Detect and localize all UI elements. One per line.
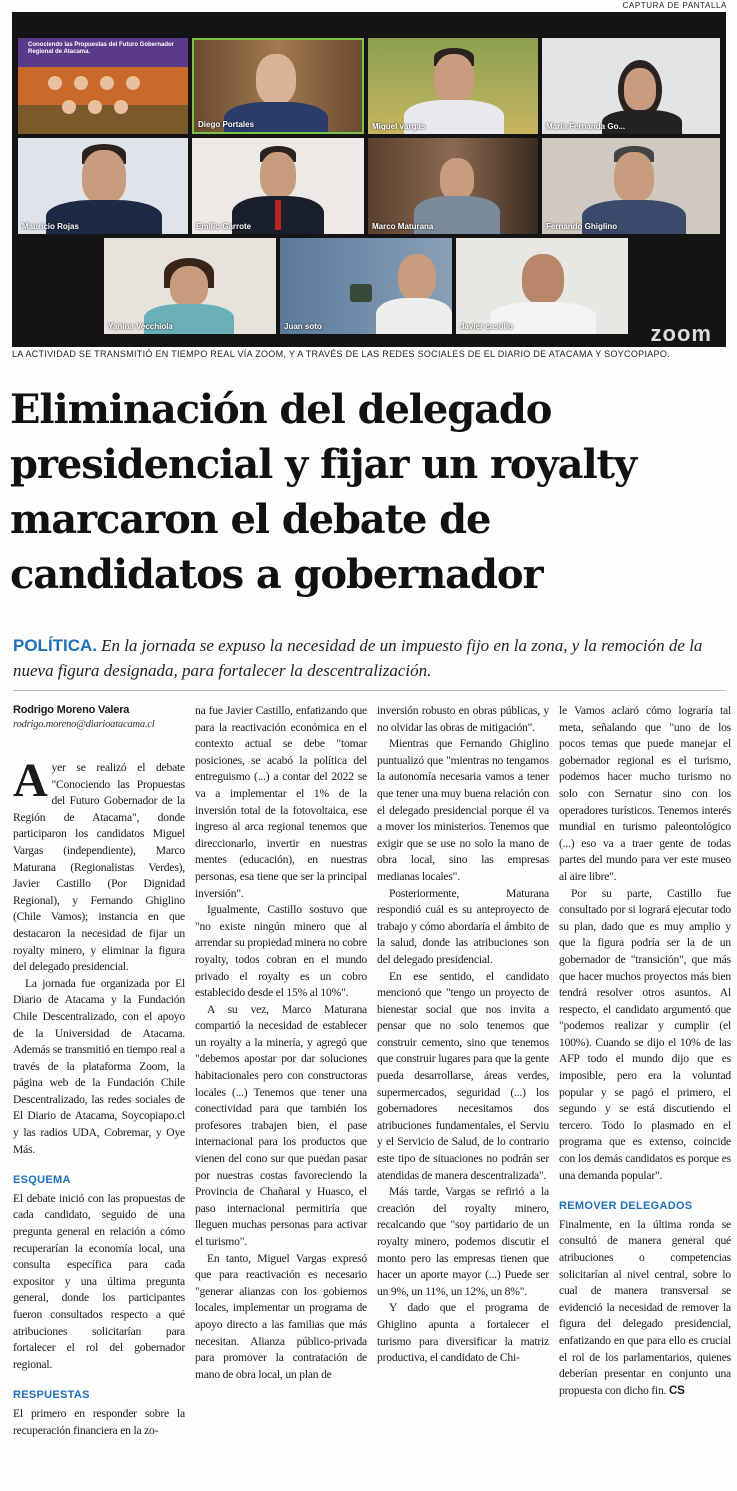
headline: Eliminación del delegado presidencial y fijar un royalty marcaron el debate de candidatos a gobernador [10,386,637,598]
section-kicker: POLÍTICA. [13,636,98,655]
subhead-esquema: ESQUEMA [13,1174,71,1187]
paragraph: En ese sentido, el candidato mencionó que "tengo un proyecto de bienestar social que nos invita a pensar que no solo tenemos que construir cemento, sino que tenemos que construir lugares para que la gente pueda desarrollarse, áreas verdes, supermercados, seguridad (...) los gobernadores necesitamos dos atribuciones fundamentales, el Serviu y el Servicio de Salud, de lo contrario este tipo de situaciones no podrán ser atendidas de manera descentralizada". [377,969,549,1182]
divider [13,690,725,691]
paragraph: A su vez, Marco Maturana compartió la necesidad de establecer un royalty a la minería, y agregó que "debemos apostar por dar soluciones habitacionales pero con constructoras locales (...) Tenemos que tener una conectividad para que también los profesores trabajen bien, el pase internacional para los productos que vienen del cono sur que puedan pasar por nuestras costas favoreciendo la Provincia de Chañaral y Huasco, el paso internacional permitiría que lleguen muchas personas para activar el turismo". [195,1002,367,1248]
article-column-4 [559,703,731,1399]
participant-name: Marco Maturana [372,222,434,231]
zoom-tile-participant [192,38,364,134]
zoom-logo: zoom [650,321,712,346]
end-mark: CS [668,1383,685,1397]
participant-name: Javier castillo [460,322,513,331]
screenshot-tag: CAPTURA DE PANTALLA [622,1,727,10]
deck-text: En la jornada se expuso la necesidad de un impuesto fijo en la zona, y la remoción de la nueva figura designada, para fortalecer la descentralización. [13,636,703,680]
byline-email: rodrigo.moreno@diarioatacama.cl [13,719,155,730]
zoom-tile-participant [542,138,720,234]
zoom-tile-participant [280,238,452,334]
photo-caption: LA ACTIVIDAD SE TRANSMITIÓ EN TIEMPO REAL VÍA ZOOM, Y A TRAVÉS DE LAS REDES SOCIALES DE EL DIARIO DE ATACAMA Y SOYCOPIAPO. [12,349,670,359]
zoom-tile-participant [542,38,720,134]
zoom-tile-participant [104,238,276,334]
participant-name: Diego Portales [198,120,255,129]
zoom-tile-participant [456,238,628,334]
paragraph: La jornada fue organizada por El Diario de Atacama y la Fundación Chile Descentralizado, con el apoyo de la Universidad de Atacama. Además se transmitió en tiempo real a través de la plataforma Zoom, la página web de la Fundación Chile Descentralizado, las redes sociales de El Diario de Atacama, Soycopiapo.cl y las radios UDA, Cobremar, y Oye Más. [13,976,185,1156]
zoom-tile-slide [18,38,188,134]
participant-name: Fernando Ghiglino [546,222,618,231]
participant-name: Mauricio Rojas [22,222,79,231]
byline-author: Rodrigo Moreno Valera [13,704,130,716]
participant-name: María Fernanda Go... [546,122,626,131]
subhead-respuestas: RESPUESTAS [13,1389,90,1402]
article-column-1 [13,703,185,1439]
paragraph: Más tarde, Vargas se refirió a la creación del royalty minero, recalcando que "soy partidario de un royalty minero, podemos discutir el monto pero las empresas tienen que hacer un aporte mayor (...) Puede ser un 9%, un 11%, un 12%, un 8%". [377,1185,549,1298]
paragraph: Igualmente, Castillo sostuvo que "no existe ningún minero que al arrendar su propiedad minera no cobre royalty, todos cobran en el mundo privado el royalty es un cobro establecido desde el 15% al 10%". [195,903,367,1000]
paragraph: inversión robusto en obras públicas, y no olvidar las obras de mitigación". [377,704,549,734]
paragraph: Y dado que el programa de Ghiglino apunta a fortalecer el turismo para diversificar la matriz productiva, el candidato de Chi- [377,1301,549,1365]
subhead-remover-delegados: REMOVER DELEGADOS [559,1200,693,1213]
participant-name: Miguel vargas [372,122,426,131]
paragraph: Finalmente, en la última ronda se consultó de manera general qué atribuciones o competencias solicitarían al nivel central, sobre lo cual de manera transversal se evidenció la necesidad de remover la figura del delegado presidencial, enfatizando en que para ello es crucial el rol de los parlamentarios, quienes deberían presentar en conjunto una propuesta con dicho fin. CS [559,1217,731,1397]
participant-name: Juan soto [284,322,322,331]
paragraph: El debate inició con las propuestas de cada candidato, seguido de una pregunta general en relación a cómo recuperarían la economía local, una consulta específica para cada expositor y una última pregunta general, donde los participantes fueron consultados respecto a qué atribuciones solicitarían para fortalecer el rol del gobernador regional. [13,1191,185,1371]
deck [13,633,725,683]
participant-name: Emilio Garrote [196,222,252,231]
paragraph: Posteriormente, Maturana respondió cuál es su anteproyecto de trabajo y cómo abordaría el ámbito de la salud, donde las atribuciones son del delegado presidencial. [377,886,549,966]
paragraph: le Vamos aclaró cómo lograría tal meta, señalando que "uno de los pocos temas que puede manejar el gobernador regional es el turismo, podemos hacer mucho turismo no solo con Sernatur sino con los operadores turísticos. Tenemos interés mundial en turismo paleontológico (...) eso va a traer gente de todas partes del mundo para ver este museo al aire libre". [559,704,731,883]
paragraph: Ayer se realizó el debate "Conociendo las Propuestas del Futuro Gobernador de la Región de Atacama", donde participaron los candidatos Miguel Vargas (independiente), Marco Maturana (Regionalistas Verdes), Javier Castillo (Por Dignidad Regional), y Fernando Ghiglino (Chile Vamos); instancia en que destacaron la necesidad de fijar un royalty minero, y eliminar la figura del delegado presidencial. [13,754,185,974]
paragraph: na fue Javier Castillo, enfatizando que para la reactivación económica en el contexto actual se debe "tomar posiciones, se acabó la política del entreguismo (...) a contar del 2022 se va a implementar el 1% de la inversión total de la fotovoltaica, ese ingreso al arca regional tenemos que direccionarlo, invertir en nuestras mentes (educación), en nuestras personas, esa tiene que ser la principal inversión". [195,704,367,900]
paragraph: Por su parte, Castillo fue consultado por si logrará ejecutar todo su plan, dado que es muy amplio y que la figura podría ser la de un gobernador de "transición", que más que hacer muchos proyectos más bien tendrá resolver otros asuntos. Al respecto, el candidato argumentó que "podemos realizar y cumplir (el 100%). Cuando se dijo el 10% de las AFP todo el mundo dijo que es imposible, pero era la voluntad popular y se pagó el primero, el segundo y se está discutiendo el tercero. Todo lo plasmado en el programa que es extenso, coincide con los demás candidatos es porque es una demanda popular". [559,886,731,1182]
dropcap: A [13,754,48,807]
article-column-3 [377,703,549,1367]
zoom-tile-participant [18,138,188,234]
article-column-2 [195,703,367,1383]
paragraph: Mientras que Fernando Ghiglino puntualizó que "mientras no tengamos la autonomía necesaria vamos a tener que tener una muy buena relación con el delegado presidencial porque él va a mover los ministerios. Tenemos que exigir que se use no solo la mano de obra local, sino las empresas medianas locales". [377,737,549,883]
paragraph: En tanto, Miguel Vargas expresó que para reactivación es necesario "generar alianzas con los gobiernos locales, implementar un programa de apoyo directo a las familias que más necesitan. Alianza público-privada para promover la contratación de mano de obra local, un plan de [195,1251,367,1381]
zoom-call-photo [12,12,726,347]
paragraph: El primero en responder sobre la recuperación financiera en la zo- [13,1406,185,1437]
zoom-tile-participant [368,138,538,234]
zoom-tile-participant [192,138,364,234]
participant-name: Yanina Vecchiola [108,322,173,331]
zoom-tile-participant [368,38,538,134]
slide-title: Conociendo las Propuestas del Futuro Gobernador Regional de Atacama. [28,42,175,55]
